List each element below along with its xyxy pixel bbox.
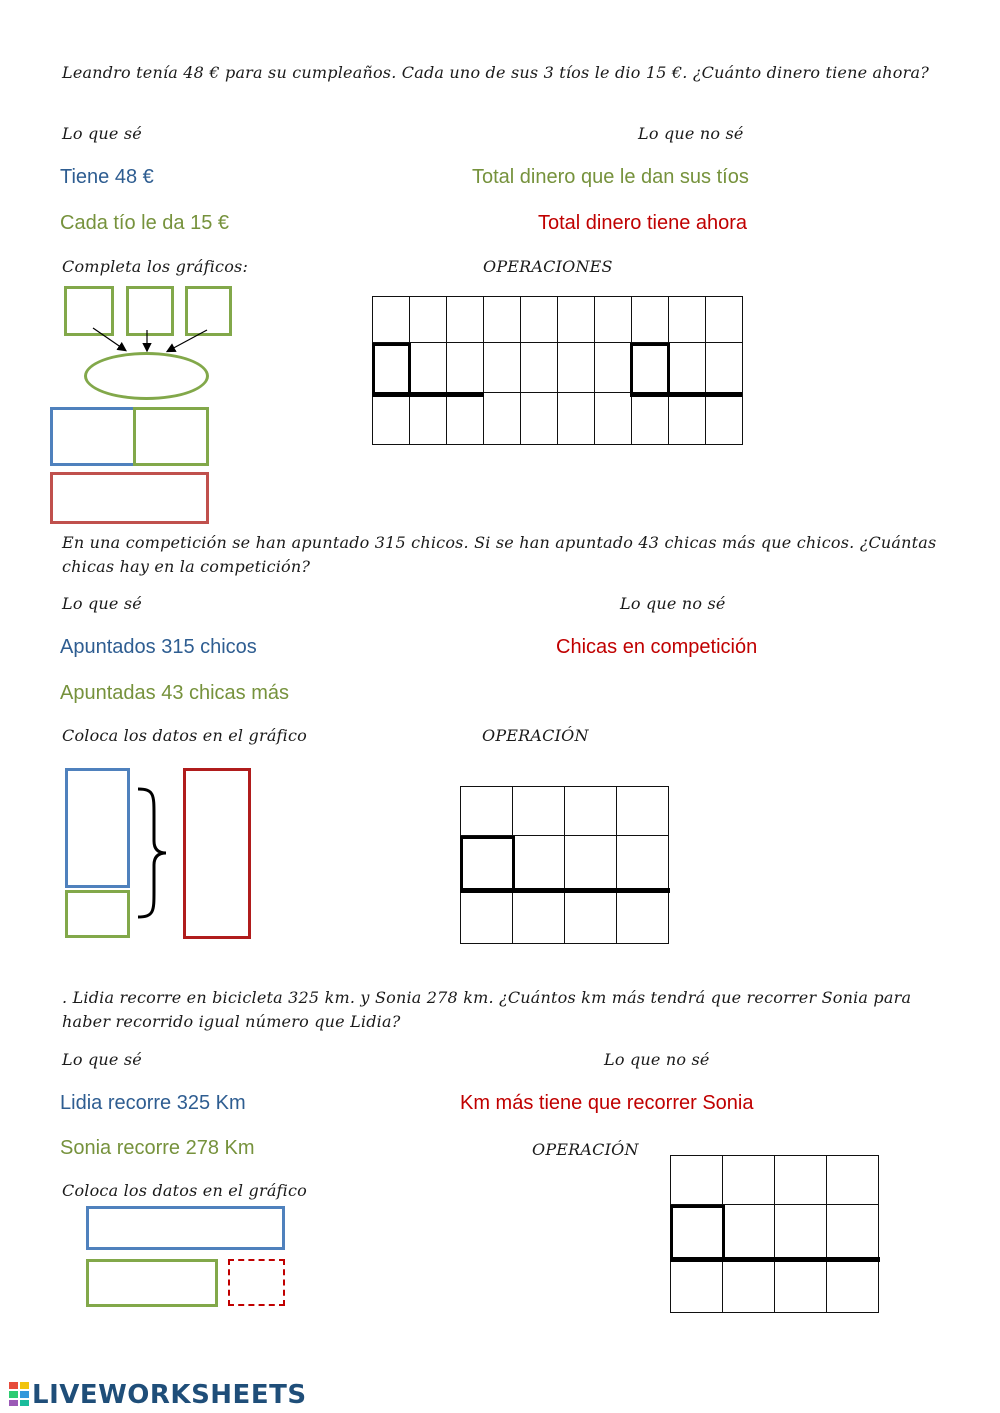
divisor-cell-2 <box>460 836 515 892</box>
problem2-known-label: Lo que sé <box>62 594 142 613</box>
problem2-unknown-1: Chicas en competición <box>556 636 758 658</box>
problem1-statement: Leandro tenía 48 € para su cumpleaños. Cada uno de sus 3 tíos le dio 15 €. ¿Cuánto dinero tiene ahora? <box>62 63 929 82</box>
problem2-statement: En una competición se han apuntado 315 chicos. Si se han apuntado 43 chicas más que chicos. ¿Cuántas chicas hay en la competición? <box>62 533 937 576</box>
extra-girls-box[interactable] <box>65 890 130 938</box>
problem1-unknown-2: Total dinero tiene ahora <box>538 212 748 234</box>
problem3-statement: . Lidia recorre en bicicleta 325 km. y Sonia 278 km. ¿Cuántos km más tendrá que recorrer Sonia para haber recorrido igual número que Lidia? <box>62 988 912 1031</box>
girls-total-box[interactable] <box>183 768 251 939</box>
problem1-unknown-label: Lo que no sé <box>638 124 744 143</box>
problem3-ops-label: OPERACIÓN <box>532 1140 639 1159</box>
problem1-unknown-1: Total dinero que le dan sus tíos <box>472 166 749 188</box>
division-bar-2 <box>460 888 670 893</box>
divisor-cell-1b <box>630 343 670 395</box>
problem2-known-1: Apuntados 315 chicos <box>60 636 257 658</box>
division-bar-1a <box>372 392 484 397</box>
problem1-ops-label: OPERACIONES <box>483 257 613 276</box>
total-money-box[interactable] <box>50 472 209 524</box>
lidia-km-box[interactable] <box>86 1206 285 1250</box>
problem2-graph-label: Coloca los datos en el gráfico <box>62 726 307 745</box>
liveworksheets-brand: LIVEWORKSHEETS <box>32 1380 307 1410</box>
boys-box[interactable] <box>65 768 130 888</box>
divisor-cell-3 <box>670 1205 725 1261</box>
problem2-known-2: Apuntadas 43 chicas más <box>60 682 290 704</box>
missing-km-box[interactable] <box>228 1259 285 1306</box>
problem3-graph-label: Coloca los datos en el gráfico <box>62 1181 307 1200</box>
division-bar-3 <box>670 1257 880 1262</box>
problem3-known-label: Lo que sé <box>62 1050 142 1069</box>
problem3-known-1: Lidia recorre 325 Km <box>60 1092 246 1114</box>
gift-money-box[interactable] <box>133 407 209 466</box>
problem3-unknown-1: Km más tiene que recorrer Sonia <box>460 1092 754 1114</box>
liveworksheets-logo <box>8 1380 307 1410</box>
problem3-unknown-label: Lo que no sé <box>604 1050 710 1069</box>
division-bar-1b <box>630 392 742 397</box>
problem2-ops-label: OPERACIÓN <box>482 726 589 745</box>
problem1-known-label: Lo que sé <box>62 124 142 143</box>
operations-grid-1[interactable] <box>372 296 743 445</box>
sonia-km-box[interactable] <box>86 1259 218 1307</box>
liveworksheets-logo-icon <box>8 1381 30 1407</box>
problem1-known-1: Tiene 48 € <box>60 166 154 188</box>
initial-money-box[interactable] <box>50 407 136 466</box>
problem2-unknown-label: Lo que no sé <box>620 594 726 613</box>
divisor-cell-1a <box>372 343 411 395</box>
total-uncles-ellipse[interactable] <box>84 352 209 400</box>
curly-brace-icon <box>134 785 170 921</box>
problem1-known-2: Cada tío le da 15 € <box>60 212 230 234</box>
problem1-graph-label: Completa los gráficos: <box>62 257 249 276</box>
problem3-known-2: Sonia recorre 278 Km <box>60 1137 255 1159</box>
